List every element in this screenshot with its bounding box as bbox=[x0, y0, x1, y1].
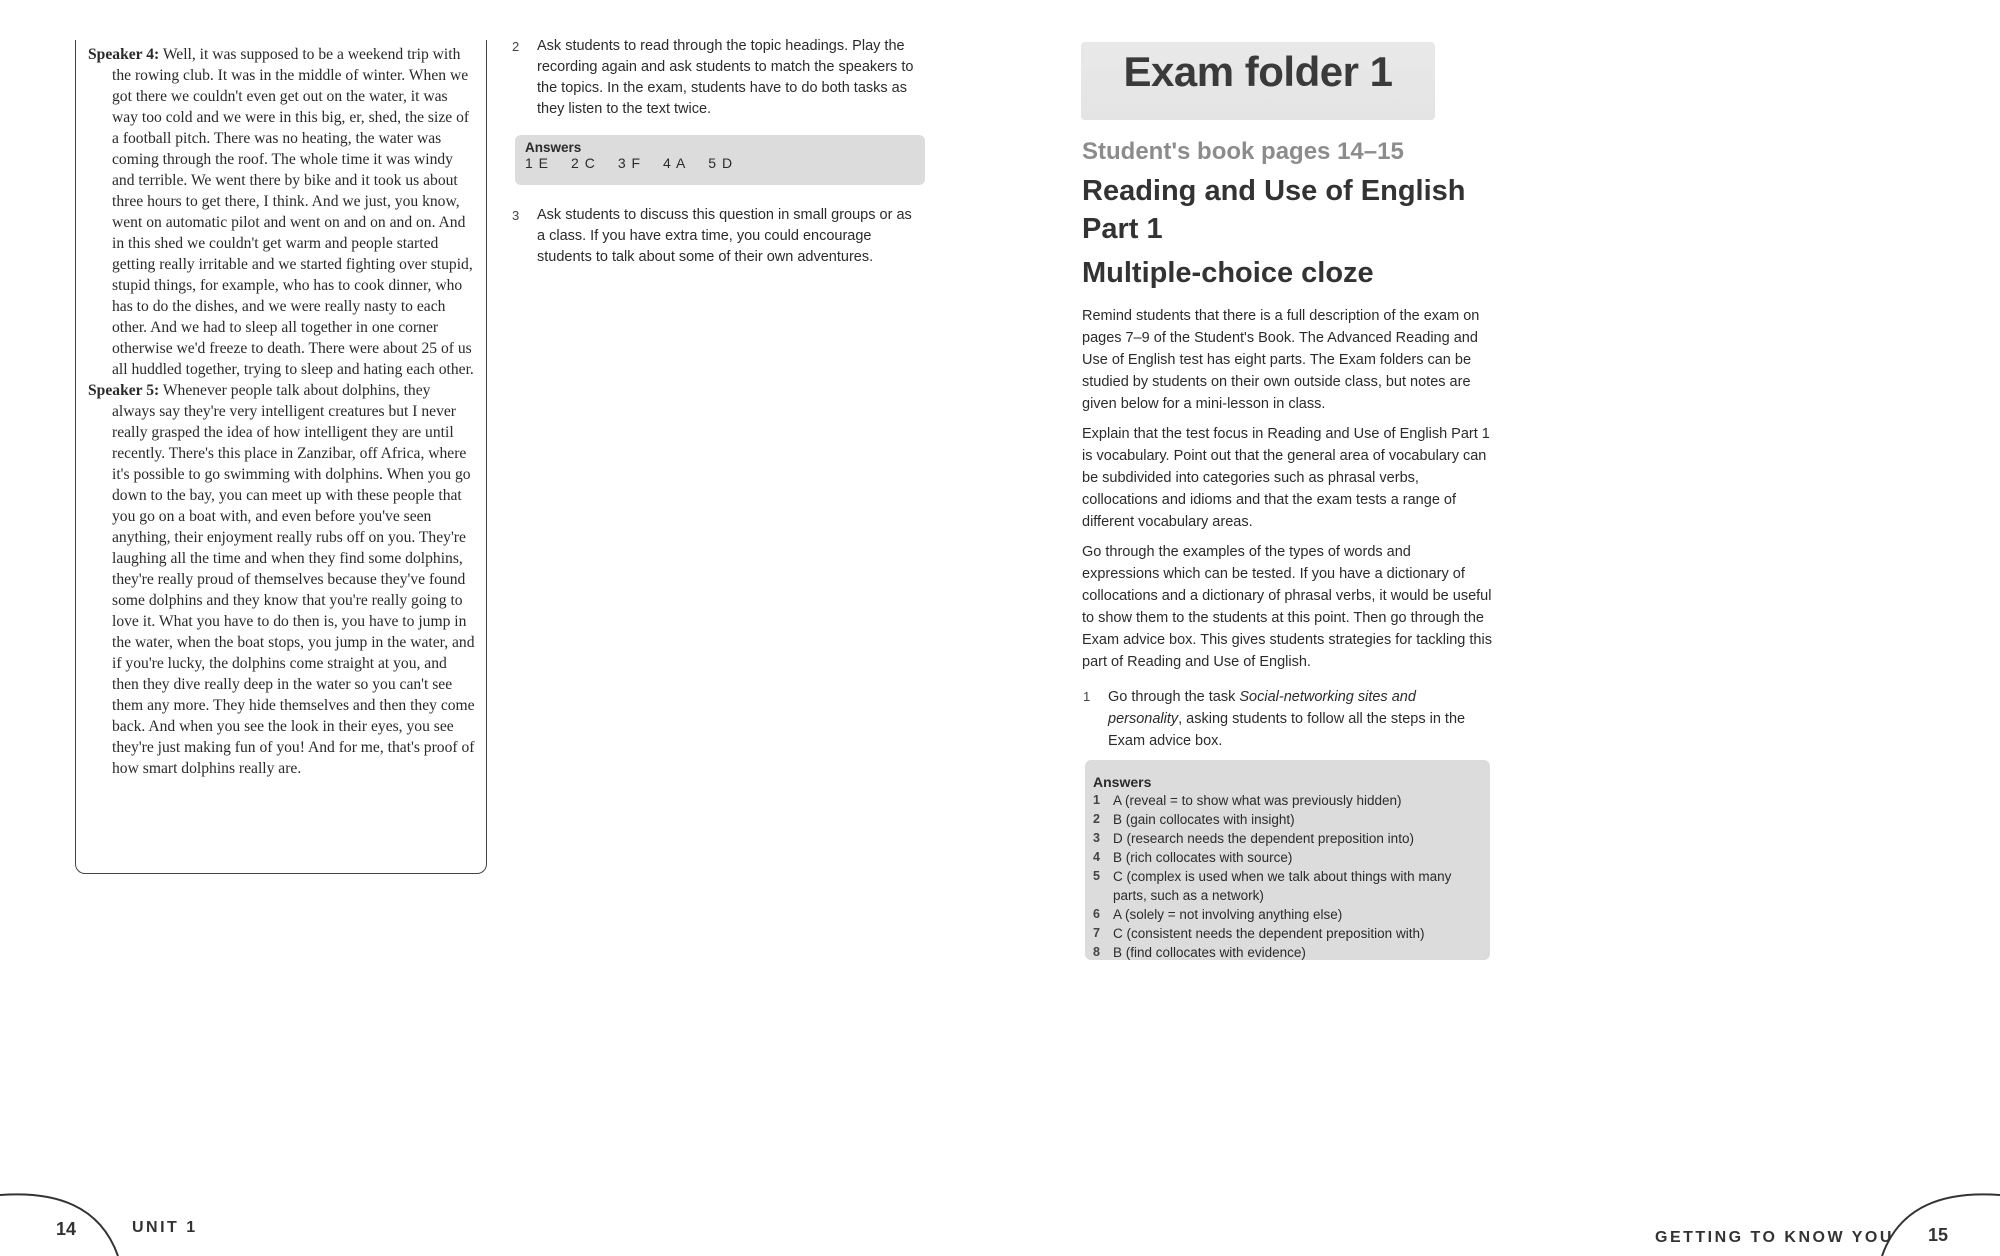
answers-box-exam bbox=[1085, 760, 1490, 960]
answer-letter: B bbox=[1113, 812, 1126, 827]
answer-number: 6 bbox=[1093, 907, 1100, 921]
answer-text bbox=[1113, 810, 1295, 829]
answer-letter: A bbox=[1113, 907, 1126, 922]
page-number-right: 15 bbox=[1928, 1225, 1949, 1245]
answer-text bbox=[1113, 848, 1292, 867]
answer-number: 8 bbox=[1093, 945, 1100, 959]
answer-letter: D bbox=[1113, 831, 1127, 846]
task-text bbox=[1108, 686, 1493, 752]
answer-row bbox=[1093, 943, 1480, 962]
task-text-before: Go through the task bbox=[1108, 689, 1240, 705]
answer-text bbox=[1113, 943, 1306, 962]
answers-row bbox=[525, 155, 915, 171]
answer-row bbox=[1093, 905, 1480, 924]
answer-text bbox=[1113, 829, 1414, 848]
answer-letter: B bbox=[1113, 850, 1126, 865]
answers-title: Answers bbox=[1093, 774, 1152, 790]
answer-number: 2 bbox=[1093, 812, 1100, 826]
answer-note: (find collocates with evidence) bbox=[1125, 945, 1306, 960]
paragraph: Explain that the test focus in Reading and Use of English Part 1 is vocabulary. Point out that the general area of vocabulary can be subdivided into categories such as phrasal verbs, collocations and idioms and that the exam tests a range of different vocabulary areas. bbox=[1082, 426, 1490, 530]
answer-item: 4 A bbox=[663, 155, 687, 171]
answer-number: 1 bbox=[1093, 793, 1100, 807]
answer-text bbox=[1113, 867, 1480, 905]
answer-row bbox=[1093, 791, 1480, 810]
item-text: Ask students to read through the topic headings. Play the recording again and ask students to match the speakers to the topics. In the exam, students have to do both tasks as they listen to the text twice. bbox=[537, 38, 914, 117]
paragraph: Go through the examples of the types of words and expressions which can be tested. If you have a dictionary of collocations and a dictionary of phrasal verbs, it would be useful to show them to the students at this point. Then go through the Exam advice box. This gives students strategies for tackling this part of Reading and Use of English. bbox=[1082, 544, 1492, 670]
item-number: 1 bbox=[1083, 689, 1091, 704]
speaker-text: Whenever people talk about dolphins, they always say they're very intelligent creatures but I never really grasped the idea of how intelligent they are until recently. There's this place in Zanzibar, off Africa, where it's possible to go swimming with dolphins. When you go down to the bay, you can meet up with these people that you go on a boat with, and even before you've seen anything, their enjoyment really rubs off on you. They're laughing all the time and when they find some dolphins, they're really proud of themselves because they've found some dolphins and they know that you're really going to love it. What you have to do then is, you have to jump in the water, when the boat stops, you jump in the water, and if you're lucky, the dolphins come straight at you, and then they dive really deep in the water so you can't see them any more. They hide themselves and then they come back. And when you see the look in their eyes, you see they're just making fun of you! And for me, that's proof of how smart dolphins really are. bbox=[112, 382, 475, 777]
task-item-1 bbox=[1083, 686, 1493, 752]
answers-list bbox=[1093, 791, 1480, 962]
answer-note: (consistent needs the dependent preposition with) bbox=[1126, 926, 1425, 941]
answer-row bbox=[1093, 924, 1480, 943]
speaker-label: Speaker 4: bbox=[88, 46, 160, 63]
answer-letter: C bbox=[1113, 869, 1127, 884]
answer-number: 4 bbox=[1093, 850, 1100, 864]
answer-letter: C bbox=[1113, 926, 1127, 941]
answers-title: Answers bbox=[525, 140, 582, 155]
answer-item: 2 C bbox=[571, 155, 596, 171]
instruction-item-3 bbox=[512, 205, 922, 268]
task-text-after: , asking students to follow all the steps in the Exam advice box. bbox=[1108, 711, 1466, 749]
answer-note: (reveal = to show what was previously hidden) bbox=[1125, 793, 1402, 808]
paragraph: Remind students that there is a full description of the exam on pages 7–9 of the Student's Book. The Advanced Reading and Use of English test has eight parts. The Exam folders can be studied by students on their own outside class, but notes are given below for a mini-lesson in class. bbox=[1082, 308, 1480, 412]
section-footer: GETTING TO KNOW YOU bbox=[1655, 1229, 1894, 1246]
answer-text bbox=[1113, 791, 1402, 810]
heading-line: Reading and Use of English bbox=[1082, 175, 1466, 207]
answer-row bbox=[1093, 829, 1480, 848]
instruction-item-2 bbox=[512, 36, 922, 120]
answer-text bbox=[1113, 924, 1424, 943]
item-number: 3 bbox=[512, 208, 520, 223]
answers-box-listening bbox=[515, 135, 925, 185]
answer-number: 7 bbox=[1093, 926, 1100, 940]
transcript-box bbox=[75, 40, 487, 874]
answer-note: (research needs the dependent preposition into) bbox=[1126, 831, 1414, 846]
section-heading bbox=[1082, 172, 1466, 248]
answer-note: (solely = not involving anything else) bbox=[1125, 907, 1343, 922]
speaker-label: Speaker 5: bbox=[88, 382, 160, 399]
section-subheading: Multiple-choice cloze bbox=[1082, 257, 1374, 289]
pages-reference: Student's book pages 14–15 bbox=[1082, 138, 1404, 165]
answer-row bbox=[1093, 848, 1480, 867]
unit-label: UNIT 1 bbox=[132, 1219, 198, 1236]
answer-note: (gain collocates with insight) bbox=[1125, 812, 1295, 827]
answer-item: 5 D bbox=[708, 155, 734, 171]
item-number: 2 bbox=[512, 39, 520, 54]
answer-letter: A bbox=[1113, 793, 1126, 808]
page-number-left: 14 bbox=[56, 1219, 77, 1239]
transcript-speaker-4 bbox=[88, 44, 476, 380]
heading-line: Part 1 bbox=[1082, 213, 1163, 245]
page-title: Exam folder 1 bbox=[1123, 48, 1393, 95]
answer-number: 3 bbox=[1093, 831, 1100, 845]
answer-letter: B bbox=[1113, 945, 1126, 960]
answer-row bbox=[1093, 867, 1480, 905]
speaker-text: Well, it was supposed to be a weekend trip with the rowing club. It was in the middle of winter. When we got there we couldn't even get out on the water, it was way too cold and we were in this big, er, shed, the size of a football pitch. There was no heating, the water was coming through the roof. The whole time it was windy and terrible. We went there by bike and it took us about three hours to get there, I think. And we just, you know, went on automatic pilot and went on and on and on. And in this shed we couldn't get warm and people started getting really irritable and we started fighting over stupid, stupid things, for example, who has to cook dinner, who has to do the dishes, and we were really nasty to each other. And we had to sleep all together in one corner otherwise we'd freeze to death. There were about 25 of us all huddled together, trying to sleep and hating each other. bbox=[112, 46, 474, 378]
answer-text bbox=[1113, 905, 1342, 924]
answer-item: 3 F bbox=[617, 155, 642, 171]
answer-row bbox=[1093, 810, 1480, 829]
task-name: Social-networking sites and personality bbox=[1108, 689, 1416, 727]
transcript-speaker-5 bbox=[88, 380, 476, 779]
answer-note: (rich collocates with source) bbox=[1125, 850, 1293, 865]
answer-note: (complex is used when we talk about things with many parts, such as a network) bbox=[1113, 869, 1452, 903]
answer-item: 1 E bbox=[525, 155, 550, 171]
body-text bbox=[1082, 305, 1492, 681]
item-text: Ask students to discuss this question in small groups or as a class. If you have extra time, you could encourage students to talk about some of their own adventures. bbox=[537, 207, 912, 265]
answer-number: 5 bbox=[1093, 869, 1100, 883]
